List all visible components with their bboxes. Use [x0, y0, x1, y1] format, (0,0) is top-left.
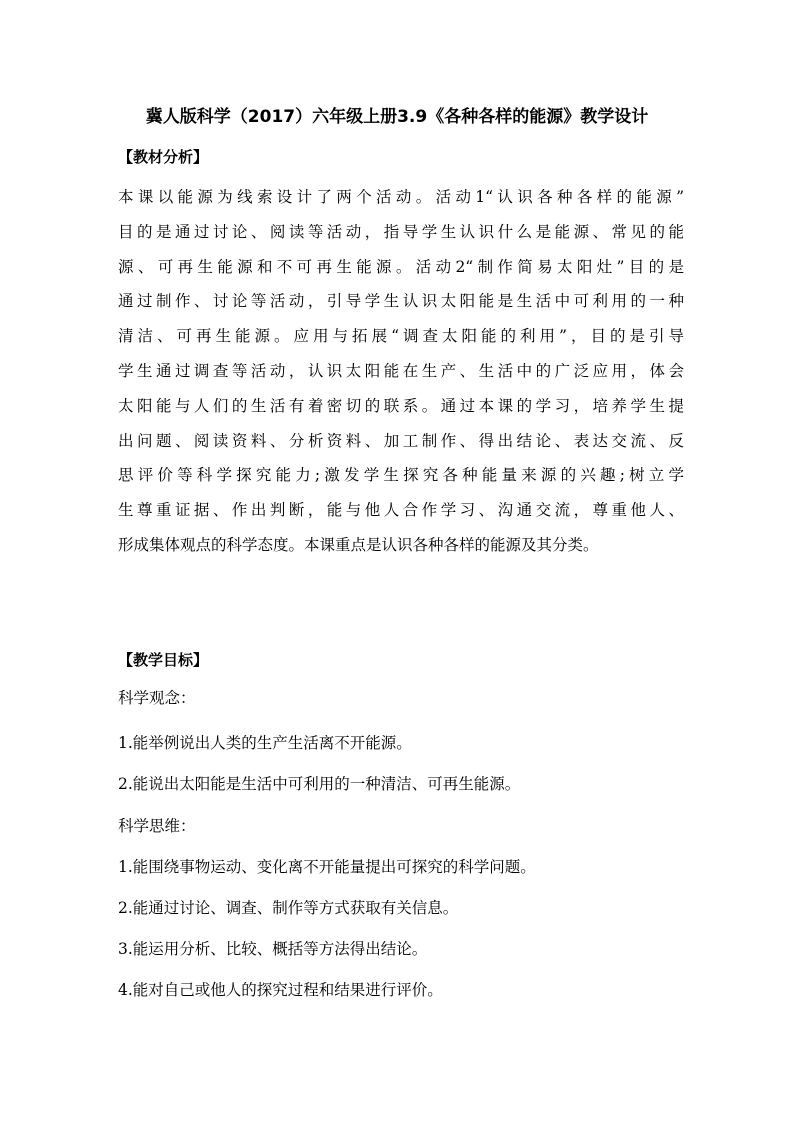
- textbook-analysis-paragraph: [118, 180, 684, 563]
- section-heading-textbook-analysis: 【教材分析】: [118, 148, 209, 166]
- paragraph-line: 形成集体观点的科学态度。本课重点是认识各种各样的能源及其分类。: [118, 535, 599, 554]
- subsection-label-scientific-thinking: 科学思维：: [118, 817, 196, 835]
- objective-item: 4.能对自己或他人的探究过程和结果进行评价。: [118, 981, 443, 999]
- objective-item: 2.能通过讨论、调查、制作等方式获取有关信息。: [118, 899, 459, 917]
- paragraph-line: 思评价等科学探究能力;激发学生探究各种能量来源的兴趣;树立学: [118, 466, 684, 485]
- paragraph-line: 本课以能源为线索设计了两个活动。活动1“认识各种各样的能源”: [118, 188, 684, 206]
- objective-item: 1.能举例说出人类的生产生活离不开能源。: [118, 734, 412, 752]
- paragraph-line: 通过制作、讨论等活动，引导学生认识太阳能是生活中可利用的一种: [118, 292, 684, 311]
- paragraph-line: 学生通过调查等活动，认识太阳能在生产、生活中的广泛应用，体会: [118, 361, 684, 380]
- paragraph-line: 源、可再生能源和不可再生能源。活动2“制作简易太阳灶”目的是: [118, 257, 684, 276]
- objective-item: 3.能运用分析、比较、概括等方法得出结论。: [118, 940, 428, 958]
- paragraph-line: 出问题、阅读资料、分析资料、加工制作、得出结论、表达交流、反: [118, 431, 684, 450]
- paragraph-line: 目的是通过讨论、阅读等活动，指导学生认识什么是能源、常见的能: [118, 222, 684, 241]
- paragraph-line: 生尊重证据、作出判断，能与他人合作学习、沟通交流，尊重他人、: [118, 501, 684, 520]
- paragraph-line: 清洁、可再生能源。应用与拓展“调查太阳能的利用”，目的是引导: [118, 327, 684, 346]
- document-title: 冀人版科学（2017）六年级上册3.9《各种各样的能源》教学设计: [145, 107, 649, 127]
- subsection-label-scientific-concept: 科学观念：: [118, 689, 196, 707]
- section-heading-teaching-objectives: 【教学目标】: [118, 651, 209, 669]
- paragraph-line: 太阳能与人们的生活有着密切的联系。通过本课的学习，培养学生提: [118, 396, 684, 415]
- objective-item: 2.能说出太阳能是生活中可利用的一种清洁、可再生能源。: [118, 775, 521, 793]
- objective-item: 1.能围绕事物运动、变化离不开能量提出可探究的科学问题。: [118, 858, 536, 876]
